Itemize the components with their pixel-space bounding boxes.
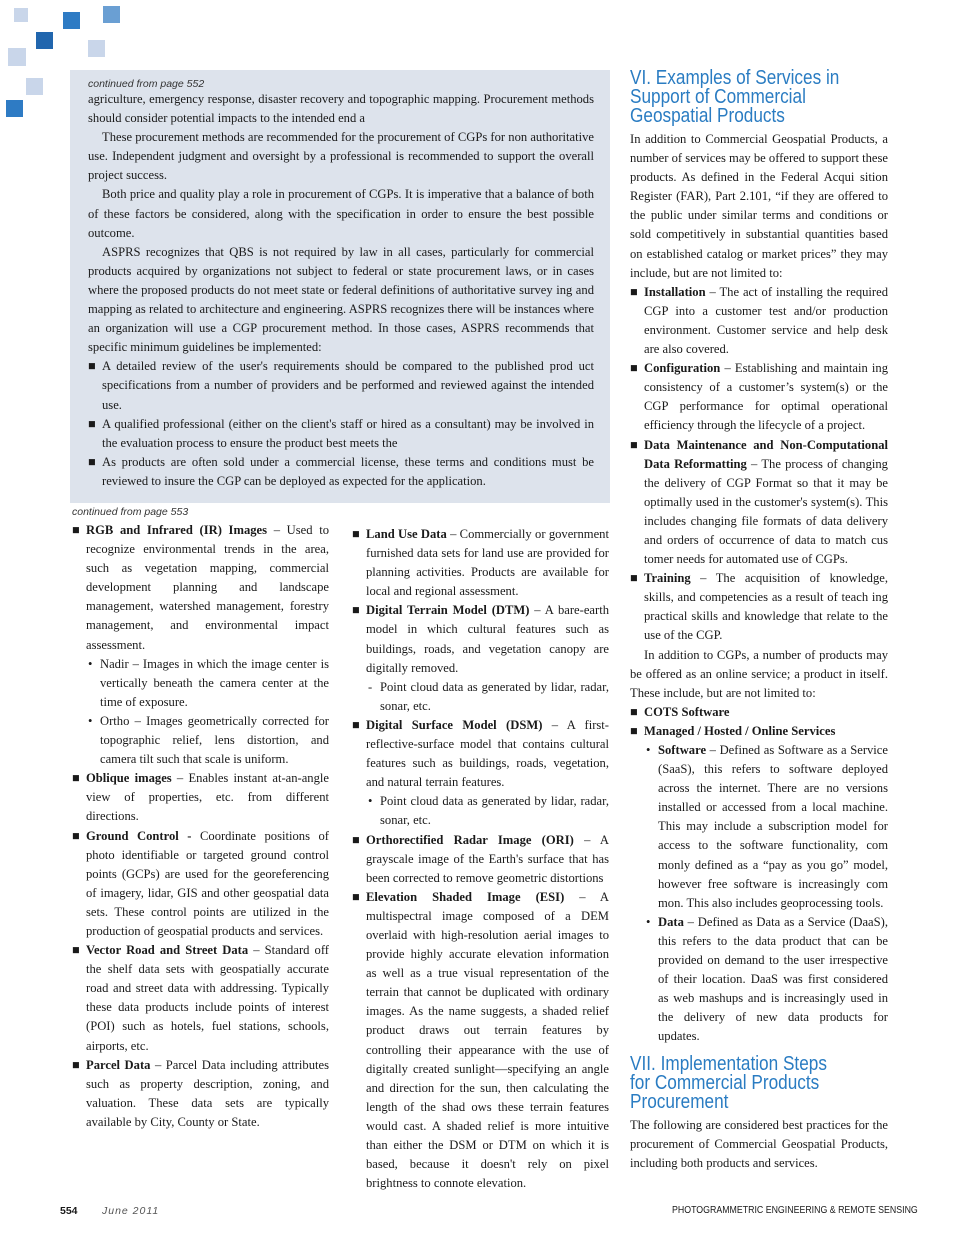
sub-term: Software xyxy=(658,743,707,757)
bullet-icon: • xyxy=(646,914,651,929)
list-item xyxy=(630,436,888,570)
list-item xyxy=(630,283,888,359)
sub-text: Ortho – Images geometrically corrected for topographic relief, lens distortion, and camera tilt such that scale is uniform. xyxy=(100,713,329,767)
list-item xyxy=(352,601,609,716)
sub-text: – Defined as Software as a Service (SaaS), this refers to software deployed across the internet. There are no versions installed or accessed from a local machine. This may include a subscription model for access to the software functionality, com monly defined as a “pay as you go” model, however free software is increasingly com mon. This also includes geoprocessing tools. xyxy=(658,743,888,910)
term-definition: – Commercially or government furnished data sets for land use are provided for planning activities. Products are available for local and regional assessment. xyxy=(366,527,609,599)
list-item xyxy=(72,827,329,942)
bullet-square-icon: ■ xyxy=(630,361,638,376)
term-list xyxy=(72,521,329,1132)
bullet-square-icon: ■ xyxy=(352,832,360,847)
box-paragraph: ASPRS recognizes that QBS is not required by law in all cases, particularly for commercial products acquired by organizations not subject to federal or state procurement laws, or in cases where the proposed products do not meet state or federal definitions of authoritative survey ing and mapping as related to architecture and engineering. ASPRS recognizes there will be instances where an organization will use a CGP procurement method. In those cases, ASPRS recommends that specific minimum guidelines be implemented: xyxy=(88,244,594,355)
bullet-square-icon: ■ xyxy=(630,571,638,586)
bullet-square-icon: ■ xyxy=(352,527,360,541)
sub-list-item xyxy=(86,712,329,769)
page-number: 554 xyxy=(60,1205,78,1217)
bullet-icon: • xyxy=(88,713,93,728)
term: Digital Terrain Model (DTM) xyxy=(366,603,530,618)
term: RGB and Infrared (IR) Images xyxy=(86,523,268,537)
services-list xyxy=(630,283,888,646)
bullet-square-icon: ■ xyxy=(88,416,96,431)
bullet-square-icon: ■ xyxy=(352,717,360,732)
sidebar-box-content xyxy=(88,78,594,491)
sub-text: Nadir – Images in which the image center is vertically beneath the camera center at the time of exposure. xyxy=(100,656,329,709)
online-services-list xyxy=(630,703,888,1047)
bullet-square-icon: ■ xyxy=(72,828,80,843)
list-item xyxy=(630,359,888,435)
term: Digital Surface Model (DSM) xyxy=(366,717,543,732)
term-definition: – A bare-earth model in which cultural features such as buildings, roads, and vegetation canopy are digitally removed. xyxy=(366,603,609,675)
list-item xyxy=(72,941,329,1056)
paragraph: In addition to CGPs, a number of products may be offered as an online service; a product in itself. These include, but are not limited to: xyxy=(630,647,888,700)
bullet-square-icon: ■ xyxy=(352,603,360,618)
term: Configuration xyxy=(644,361,721,376)
term-definition: – The acquisition of knowledge, skills, and competencies as a result of teach ing practical skills and knowledge that relate to the use of the CGP. xyxy=(644,571,888,643)
term-definition: – A first-reflective-surface model that contains cultural features such as buildings, roads, vegetation, and natural terrain features. xyxy=(366,717,609,790)
sub-list xyxy=(86,655,329,770)
list-item xyxy=(72,1056,329,1132)
term-definition: – A multispectral image composed of a DEM overlaid with high-resolution aerial images to provide highly accurate elevation information as well as a true visual representation of the terrain that cannot be duplicated with ordinary images. As the name suggests, a shaded relief product draws out terrain features by controlling their appearance with the use of digitally created sunlight—specifying an angle and direction for the sun, then calculating the length of the shad ows these terrain features would cast. A shaded relief is more intuitive than either the DSM or DTM on which it is based, because it doesn't rely on pixel brightness to connote elevation. xyxy=(366,889,609,1191)
column-left xyxy=(72,506,329,1132)
bullet-square-icon: ■ xyxy=(72,1057,80,1072)
term: Vector Road and Street Data xyxy=(86,943,249,958)
sub-text: Point cloud data as generated by lidar, radar, sonar, etc. xyxy=(380,794,609,828)
sub-list-item xyxy=(644,913,888,1047)
bullet-icon: - xyxy=(368,679,373,694)
term: Installation xyxy=(644,284,706,299)
list-item xyxy=(72,521,329,769)
term-definition: – A grayscale image of the Earth's surface that has been corrected to remove geometric distortions xyxy=(366,832,610,885)
list-item: ■ A qualified professional (either on the client's staff or hired as a consultant) may be involved in the evaluation process to ensure the product best meets the xyxy=(88,416,594,450)
list-item xyxy=(72,769,329,826)
bullet-icon: • xyxy=(646,743,651,757)
box-paragraph: Both price and quality play a role in procurement of CGPs. It is imperative that a balance of both of these factors be considered, along with the specification in order to ensure the best possible outcome. xyxy=(88,187,594,240)
bullet-square-icon: ■ xyxy=(630,723,638,738)
journal-title: PHOTOGRAMMETRIC ENGINEERING & REMOTE SENSING xyxy=(672,1205,918,1216)
bullet-square-icon: ■ xyxy=(630,704,638,719)
list-item xyxy=(352,525,609,601)
term-definition: – Standard off the shelf data sets with geospatially accurate road and street data with addressing. Typically these data products include points of interest (POI) such as hotels, fuel stations, schools, airports, etc. xyxy=(86,943,329,1053)
section-intro: In addition to Commercial Geospatial Products, a number of services may be offered to support these products. As defined in the Federal Acqui sition Register (FAR), Part 2.101, “if they are offered to the public under similar terms and conditions or sold competitively in substantial quantities based on established catalog or market prices” they may include, but are not limited to: xyxy=(630,132,888,280)
bullet-square-icon: ■ xyxy=(88,454,96,469)
term: Ground Control - xyxy=(86,828,192,843)
sub-list-item xyxy=(366,792,609,830)
closing-paragraph: The following are considered best practices for the procurement of Commercial Geospatial Products, including both products and services. xyxy=(630,1117,888,1170)
list-item: ■ A detailed review of the user's requirements should be compared to the published prod uct specifications from a number of providers and be performed and reviewed against the intended use. xyxy=(88,359,594,412)
bullet-square-icon: ■ xyxy=(72,771,80,786)
bullet-square-icon: ■ xyxy=(72,523,80,537)
box-paragraph: agriculture, emergency response, disaster recovery and topographic mapping. Procurement methods should consider potential impacts to the intended end a xyxy=(88,92,594,126)
column-right xyxy=(630,69,888,1173)
list-item xyxy=(352,716,609,831)
list-item: ■ As products are often sold under a commercial license, these terms and conditions must be reviewed to insure the CGP can be deployed as expected for the application. xyxy=(88,454,594,488)
list-item xyxy=(630,569,888,645)
bullet-icon: • xyxy=(368,794,373,809)
term-definition: – The act of installing the required CGP into a customer test and/or production environment. Customer service and help desk are also covered. xyxy=(644,284,888,357)
bullet-icon: • xyxy=(88,656,93,671)
section-heading-6: VI. Examples of Services in Support of Commercial Geospatial Products xyxy=(630,67,840,127)
issue-date: June 2011 xyxy=(102,1205,160,1217)
bullet-square-icon: ■ xyxy=(72,943,80,958)
sub-list-item xyxy=(644,741,888,913)
box-bullet-list xyxy=(88,357,594,491)
sub-list-item xyxy=(366,678,609,716)
term-definition: – Establishing and maintain ing consistency of a customer’s system(s) or the CGP performance for optimal operational efficiency through the lifecycle of a project. xyxy=(644,361,888,433)
bullet-square-icon: ■ xyxy=(88,359,96,374)
term: Parcel Data xyxy=(86,1057,151,1072)
term: COTS Software xyxy=(644,704,730,719)
sub-text: – Defined as Data as a Service (DaaS), this refers to the data product that can be provided on demand to the user irrespective of their location. DaaS was first considered as web mashups and is increasingly used in the delivery of new data products for updates. xyxy=(658,914,888,1044)
term: Land Use Data xyxy=(366,527,447,541)
term-list xyxy=(352,525,609,1193)
list-item xyxy=(352,888,609,1194)
bullet-square-icon: ■ xyxy=(630,437,638,452)
sub-list-item xyxy=(86,655,329,712)
term: Data Maintenance and Non-Computational Data Reformatting xyxy=(644,437,888,471)
sub-list xyxy=(644,741,888,1047)
sub-text: Point cloud data as generated by lidar, radar, sonar, etc. xyxy=(380,679,609,713)
list-item xyxy=(352,831,609,888)
term: Elevation Shaded Image (ESI) xyxy=(366,889,565,904)
sub-list xyxy=(366,792,609,830)
list-item xyxy=(630,722,888,1047)
bullet-square-icon: ■ xyxy=(630,284,638,299)
sub-list xyxy=(366,678,609,716)
bullet-square-icon: ■ xyxy=(352,889,360,904)
term-definition: – Enables instant at-an-angle view of properties, etc. from different directions. xyxy=(86,771,329,824)
term-definition: – Used to recognize environmental trends in the area, such as vegetation mapping, commercial development planning and landscape management, watershed management, forestry management, and environmental impact assessment. xyxy=(86,523,330,652)
continued-label: continued from page 552 xyxy=(88,78,205,90)
continued-label: continued from page 553 xyxy=(72,506,189,518)
section-heading-7: VII. Implementation Steps for Commercial Products Procurement xyxy=(630,1052,827,1113)
term: Training xyxy=(644,571,691,586)
term: Oblique images xyxy=(86,771,172,786)
sub-term: Data xyxy=(658,914,684,929)
list-item xyxy=(630,703,888,722)
box-paragraph: These procurement methods are recommended for the procurement of CGPs for non authoritative use. Independent judgment and oversight by a professional is recommended to support the overall project success. xyxy=(88,130,594,183)
term-definition: Coordinate positions of photo identifiable or targeted ground control points (GCPs) are used for the georeferencing of imagery, lidar, GIS and other geospatial data sets. These control points are utilized in the production of geospatial products and services. xyxy=(86,828,329,938)
column-middle xyxy=(352,525,609,1193)
term: Managed / Hosted / Online Services xyxy=(644,723,836,738)
term: Orthorectified Radar Image (ORI) xyxy=(366,832,574,847)
term-definition: – The process of changing the delivery of CGP Format so that it may be optimally used in the customer's system(s). This includes changing file formats of data delivery and orders of occurrence of data to match cus tomer needs for automated use of CGPs. xyxy=(644,456,888,567)
term-definition: – Parcel Data including attributes such as property description, zoning, and valuation. These data sets are typically available by City, County or State. xyxy=(86,1057,329,1129)
